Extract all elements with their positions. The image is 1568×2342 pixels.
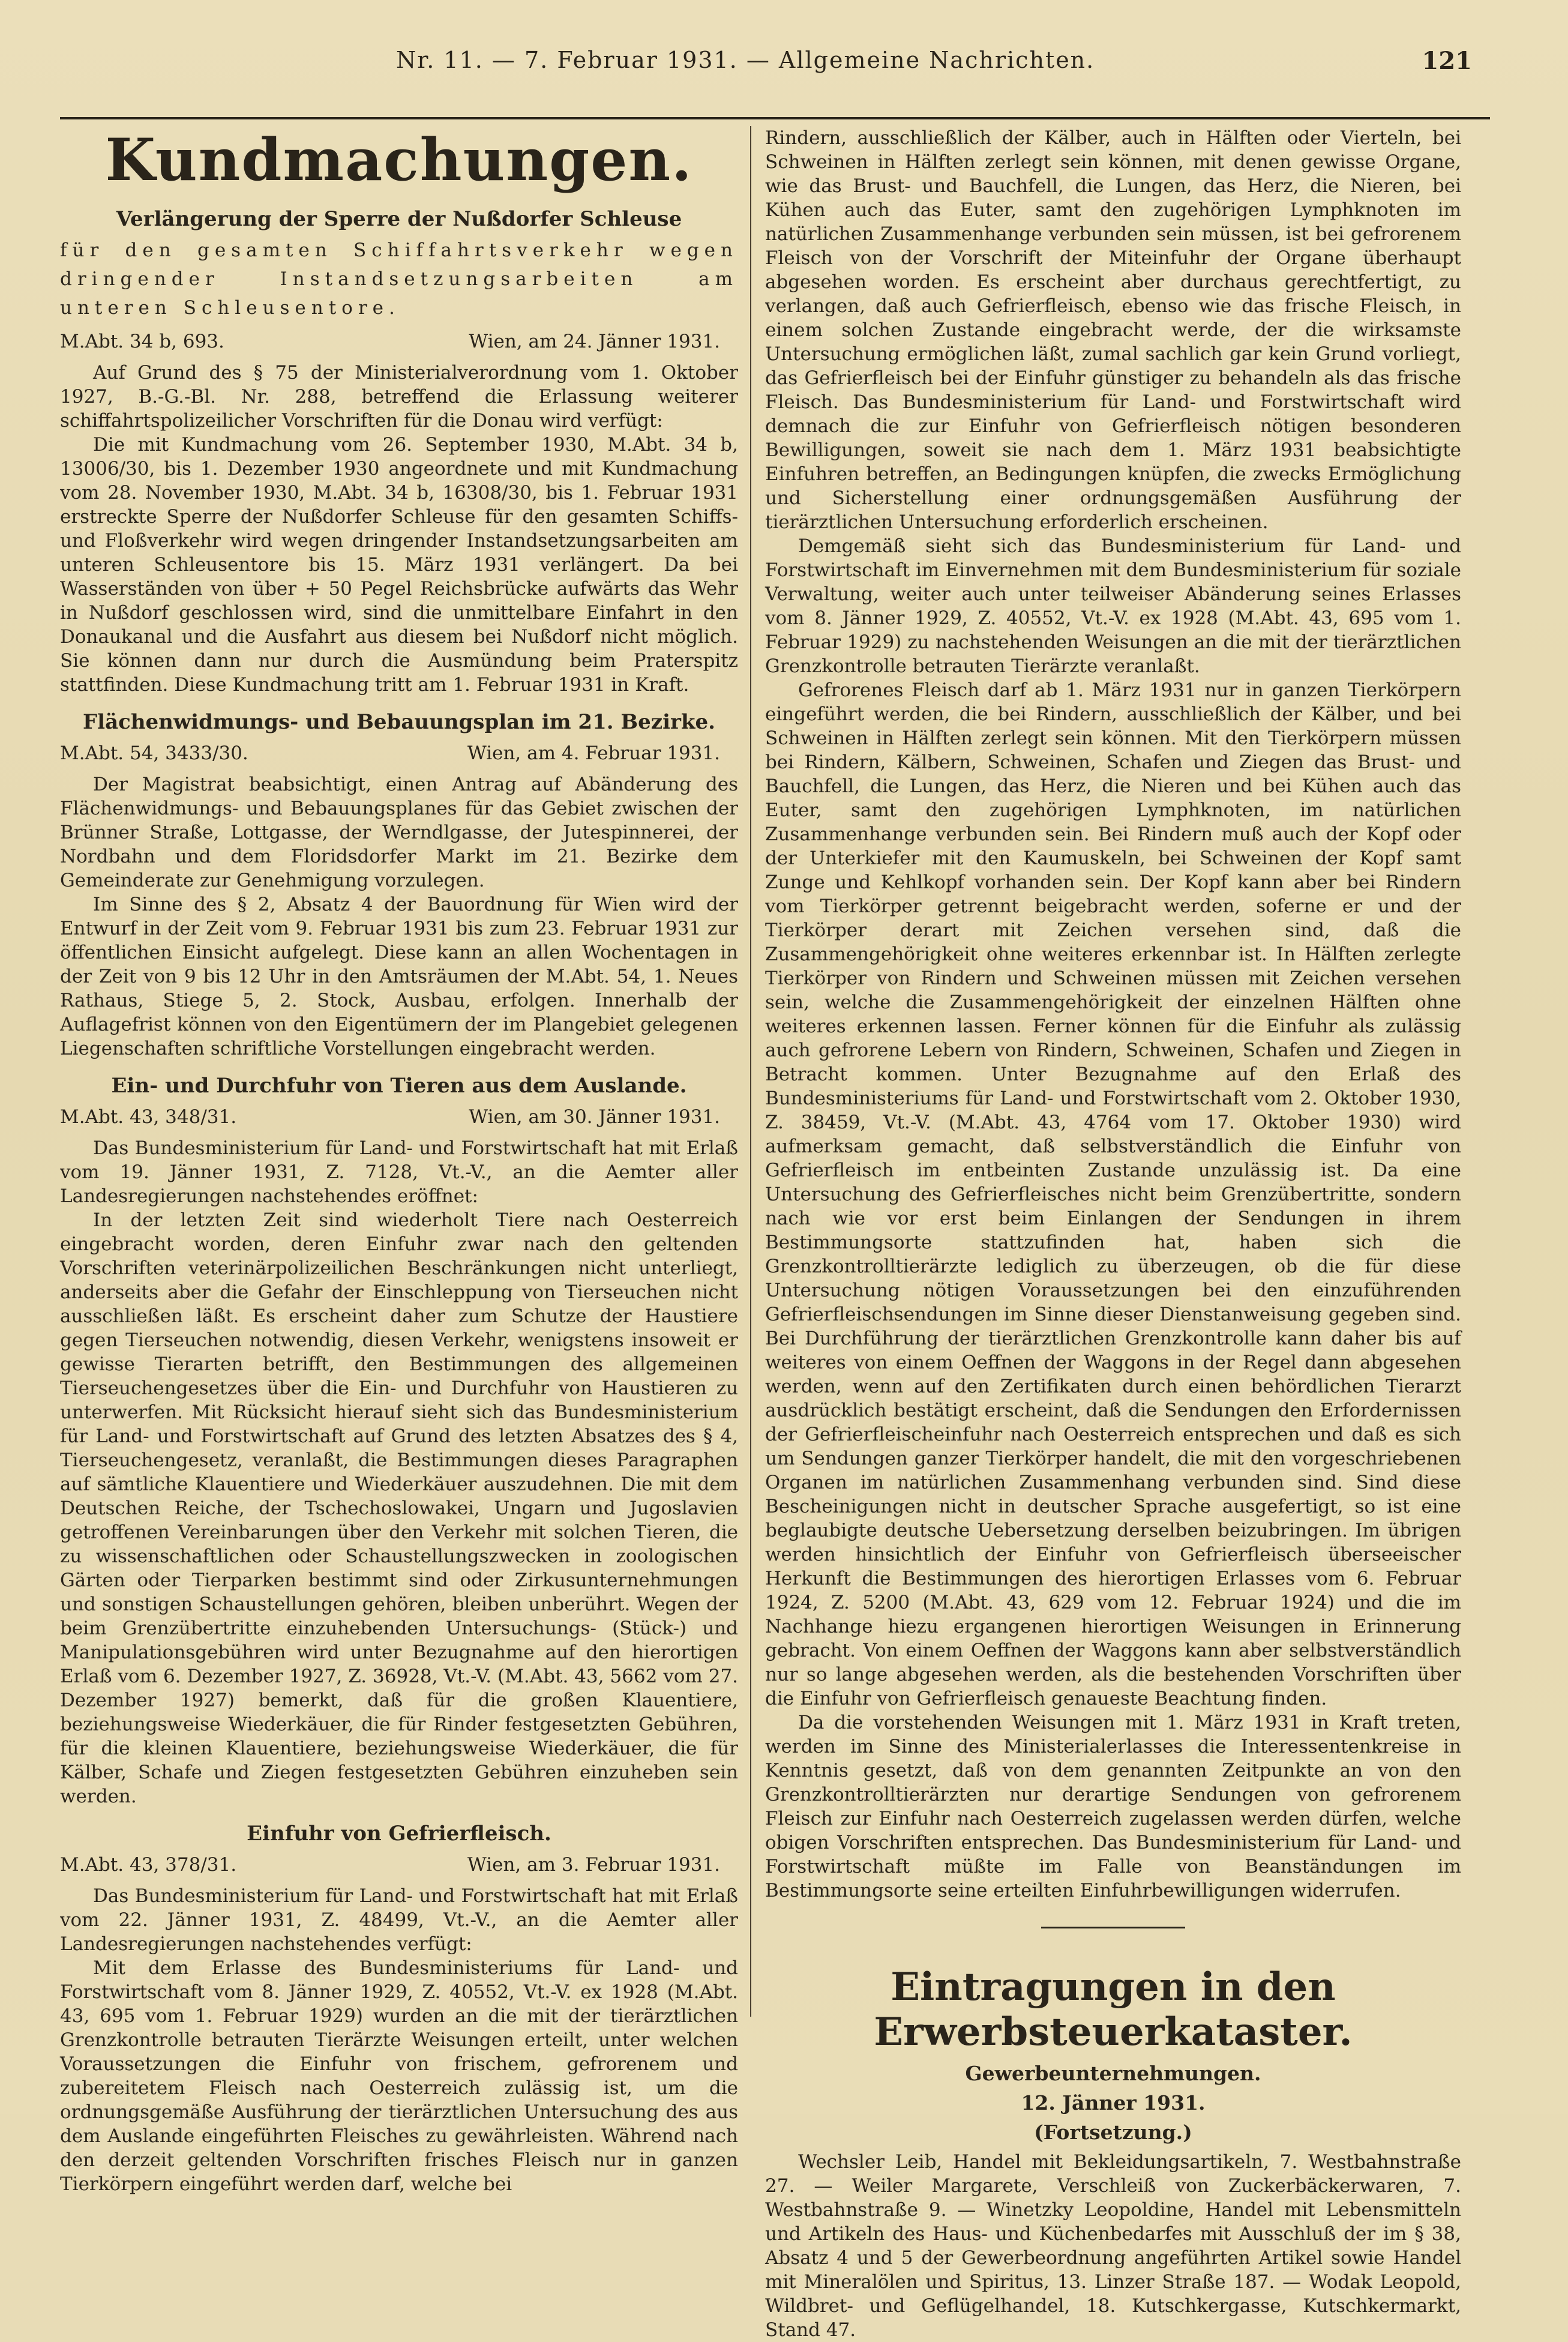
place-date: Wien, am 4. Februar 1931. xyxy=(467,742,720,764)
kataster-continuation: (Fortsetzung.) xyxy=(1034,2121,1192,2144)
paragraph: Der Magistrat beabsichtigt, einen Antrag auf Abänderung des Flächenwidmungs- und Bebauungsplanes für das Gebiet zwischen der Brünner Straße, Lottgasse, der Werndlgasse, der Jutespinnerei, der Nordbahn und dem Floridsdorfer Markt im 21. Bezirke dem Gemeinderate zur Genehmigung vorzulegen. xyxy=(60,774,738,891)
reference-number: M.Abt. 34 b, 693. xyxy=(60,331,224,352)
paragraph: Rindern, ausschließlich der Kälber, auch in Hälften oder Vierteln, bei Schweinen in Hälften zerlegt sein können, mit denen gewisse Organe, wie das Brust- und Bauchfell, die Lungen, das Herz, die Nieren, bei Kühen auch das Euter, samt den zugehörigen Lymphknoten im natürlichen Zusammenhange verbunden sein müssen, ist bei gefrorenem Fleisch von der Vorschrift der Miteinfuhr der Organe überhaupt abgesehen worden. Es erscheint aber durchaus gerechtfertigt, zu verlangen, daß auch Gefrierfleisch, ebenso wie das frische Fleisch, in einem solchen Zustande eingebracht werde, der die wirksamste Untersuchung ermöglichen läßt, zumal sachlich gar kein Grund vorliegt, das Gefrierfleisch bei der Einfuhr günstiger zu behandeln als das frische Fleisch. Das Bundesministerium für Land- und Forstwirtschaft wird demnach die zur Einfuhr von Gefrierfleisch nötigen besonderen Bewilligungen, soweit sie nach dem 1. März 1931 beabsichtigte Einfuhren betreffen, an Bedingungen knüpfen, die zwecks Ermöglichung und Sicherstellung einer ordnungsgemäßen Ausführung der tierärztlichen Untersuchung erforderlich erscheinen. xyxy=(765,127,1461,533)
reference-number: M.Abt. 43, 348/31. xyxy=(60,1106,237,1128)
right-column xyxy=(765,126,1461,2341)
paragraph: Auf Grund des § 75 der Ministerialverordnung vom 1. Oktober 1927, B.-G.-Bl. Nr. 288, betreffend die Erlassung weiterer schiffahrtspolizeilicher Vorschriften für die Donau wird verfügt: xyxy=(60,362,738,432)
paragraph: Die mit Kundmachung vom 26. September 1930, M.Abt. 34 b, 13006/30, bis 1. Dezember 1930 angeordnete und mit Kundmachung vom 28. November 1930, M.Abt. 34 b, 16308/30, bis 1. Februar 1931 erstreckte Sperre der Nußdorfer Schleuse für den gesamten Schiffs- und Floßverkehr wird wegen dringender Instandsetzungsarbeiten am unteren Schleusentore bis 15. März 1931 verlängert. Da bei Wasserständen von über + 50 Pegel Reichsbrücke aufwärts das Wehr in Nußdorf geschlossen wird, sind die unmittelbare Einfahrt in den Donaukanal und die Ausfahrt aus diesem bei Nußdorf nicht möglich. Sie können dann nur durch die Ausmündung beim Praterspitz stattfinden. Diese Kundmachung tritt am 1. Februar 1931 in Kraft. xyxy=(60,434,738,696)
left-column xyxy=(60,126,738,2195)
section-title-bebauungsplan: Flächenwidmungs- und Bebauungsplan im 21. Bezirke. xyxy=(83,710,715,734)
dateline-bebauungsplan xyxy=(60,740,738,766)
kataster-date: 12. Jänner 1931. xyxy=(1021,2091,1206,2115)
section-title-schleuse: Verlängerung der Sperre der Nußdorfer Schleuse xyxy=(116,207,682,231)
paragraph: In der letzten Zeit sind wiederholt Tiere nach Oesterreich eingebracht worden, deren Einfuhr zwar nach den geltenden Vorschriften veterinärpolizeilichen Beschränkungen nicht unterliegt, anderseits aber die Gefahr der Einschleppung von Tierseuchen nicht ausschließen läßt. Es erscheint daher zum Schutze der Haustiere gegen Tierseuchen notwendig, diesen Verkehr, wenigstens insoweit er gewisse Tierarten betrifft, den Bestimmungen des allgemeinen Tierseuchengesetzes über die Ein- und Durchfuhr von Haustieren zu unterwerfen. Mit Rücksicht hierauf sieht sich das Bundesministerium für Land- und Forstwirtschaft auf Grund des letzten Absatzes des § 4, Tierseuchengesetz, veranlaßt, die Bestimmungen dieses Paragraphen auf sämtliche Klauentiere und Wiederkäuer auszudehnen. Die mit dem Deutschen Reiche, der Tschechoslowakei, Ungarn und Jugoslavien getroffenen Vereinbarungen über den Verkehr mit solchen Tieren, die zu wissenschaftlichen oder Schaustellungszwecken in zoologischen Gärten oder Tierparken bestimmt sind oder Zirkusunternehmungen und sonstigen Schaustellungen gehören, bleiben unberührt. Wegen der beim Grenzübertritte einzuhebenden Untersuchungs- (Stück-) und Manipulationsgebühren wird unter Bezugnahme auf den hierortigen Erlaß vom 6. Dezember 1927, Z. 36928, Vt.-V. (M.Abt. 43, 5662 vom 27. Dezember 1927) bemerkt, daß für die großen Klauentiere, beziehungsweise Wiederkäuer, die für Rinder festgesetzten Gebühren, für die kleinen Klauentiere, beziehungsweise Wiederkäuer, die für Kälber, Schafe und Ziegen festgesetzten Gebühren einzuheben sein werden. xyxy=(60,1209,738,1807)
dateline-gefrierfleisch xyxy=(60,1852,738,1878)
page-number: 121 xyxy=(1422,47,1472,75)
place-date: Wien, am 3. Februar 1931. xyxy=(467,1854,720,1876)
reference-number: M.Abt. 43, 378/31. xyxy=(60,1854,237,1876)
place-date: Wien, am 24. Jänner 1931. xyxy=(469,331,720,352)
kataster-entries: Wechsler Leib, Handel mit Bekleidungsartikeln, 7. Westbahnstraße 27. — Weiler Margarete, Verschleiß von Zuckerbäckerwaren, 7. Westbahnstraße 9. — Winetzky Leopoldine, Handel mit Lebensmitteln und Artikeln des Haus- und Küchenbedarfes mit Ausschluß der im § 38, Absatz 4 und 5 der Gewerbeordnung angeführten Artikel sowie Handel mit Mineralölen und Spiritus, 13. Linzer Straße 187. — Wodak Leopold, Wildbret- und Geflügelhandel, 18. Kutschkergasse, Kutschkermarkt, Stand 47. xyxy=(765,2151,1461,2341)
paragraph: Demgemäß sieht sich das Bundesministerium für Land- und Forstwirtschaft im Einvernehmen mit dem Bundesministerium für soziale Verwaltung, weiter auch unter teilweiser Abänderung seines Erlasses vom 8. Jänner 1929, Z. 40552, Vt.-V. ex 1928 (M.Abt. 43, 695 vom 1. Februar 1929) zu nachstehenden Weisungen an die mit der tierärztlichen Grenzkontrolle betrauten Tierärzte veranlaßt. xyxy=(765,535,1461,677)
paragraph: Das Bundesministerium für Land- und Forstwirtschaft hat mit Erlaß vom 22. Jänner 1931, Z. 48499, Vt.-V., an die Aemter aller Landesregierungen nachstehendes verfügt: xyxy=(60,1885,738,1955)
running-title: Nr. 11. — 7. Februar 1931. — Allgemeine Nachrichten. xyxy=(396,47,1095,73)
kataster-title: Eintragungen in den Erwerbsteuerkataster. xyxy=(874,1964,1353,2055)
reference-number: M.Abt. 54, 3433/30. xyxy=(60,742,248,764)
column-divider xyxy=(750,126,751,2017)
dateline-tiere xyxy=(60,1104,738,1130)
paragraph: Das Bundesministerium für Land- und Forstwirtschaft hat mit Erlaß vom 19. Jänner 1931, Z. 7128, Vt.-V., an die Aemter aller Landesregierungen nachstehendes eröffnet: xyxy=(60,1137,738,1207)
paragraph: Da die vorstehenden Weisungen mit 1. März 1931 in Kraft treten, werden im Sinne des Ministerialerlasses die Interessentenkreise in Kenntnis gesetzt, daß von dem genannten Zeitpunkte an von den Grenzkontrolltierärzten nur derartige Sendungen von gefrorenem Fleisch zur Einfuhr nach Oesterreich zugelassen werden dürfen, welche obigen Vorschriften entsprechen. Das Bundesministerium für Land- und Forstwirtschaft müßte im Falle von Beanständungen im Bestimmungsorte seine erteilten Einfuhrbewilligungen widerrufen. xyxy=(765,1712,1461,1901)
section-separator xyxy=(1041,1927,1185,1928)
dateline-schleuse xyxy=(60,328,738,355)
paragraph: Mit dem Erlasse des Bundesministeriums für Land- und Forstwirtschaft vom 8. Jänner 1929, Z. 40552, Vt.-V. ex 1928 (M.Abt. 43, 695 vom 1. Februar 1929) wurden an die mit der tierärztlichen Grenzkontrolle betrauten Tierärzte Weisungen erteilt, unter welchen Voraussetzungen die Einfuhr von frischem, gefrorenem und zubereitetem Fleisch nach Oesterreich zulässig ist, um die ordnungsgemäße Ausführung der tierärztlichen Untersuchung des aus dem Auslande eingeführten Fleisches zu gewährleisten. Während nach den derzeit geltenden Vorschriften frisches Fleisch nur in ganzen Tierkörpern eingeführt werden darf, welche bei xyxy=(60,1957,738,2195)
kataster-subtitle: Gewerbeunternehmungen. xyxy=(965,2062,1261,2085)
paragraph: Gefrorenes Fleisch darf ab 1. März 1931 nur in ganzen Tierkörpern eingeführt werden, die bei Rindern, ausschließlich der Kälber, und bei Schweinen in Hälften zerlegt sein können. Mit den Tierkörpern müssen bei Rindern, Kälbern, Schweinen, Schafen und Ziegen das Brust- und Bauchfell, die Lungen, das Herz, die Nieren und bei Kühen auch das Euter, samt den zugehörigen Lymphknoten, im natürlichen Zusammenhange verbunden sein. Bei Rindern muß auch der Kopf oder der Unterkiefer mit den Kaumuskeln, bei Schweinen der Kopf samt Zunge und Kehlkopf vorhanden sein. Der Kopf kann aber bei Rindern vom Tierkörper getrennt beigebracht werden, soferne er und der Tierkörper derart mit Zeichen versehen sind, daß die Zusammengehörigkeit ohne weiteres erkennbar ist. In Hälften zerlegte Tierkörper von Rindern und Schweinen müssen mit Zeichen versehen sein, welche die Zusammengehörigkeit der einzelnen Hälften ohne weiteres erkennen lassen. Ferner können für die Einfuhr als zulässig auch gefrorene Lebern von Rindern, Schweinen, Schafen und Ziegen in Betracht kommen. Unter Bezugnahme auf den Erlaß des Bundesministeriums für Land- und Forstwirtschaft vom 2. Oktober 1930, Z. 38459, Vt.-V. (M.Abt. 43, 4764 vom 17. Oktober 1930) wird aufmerksam gemacht, daß selbstverständlich die Einfuhr von Gefrierfleisch im entbeinten Zustande unzulässig ist. Da eine Untersuchung des Gefrierfleisches nicht beim Grenzübertritte, sondern nach wie vor erst beim Einlangen der Sendungen in ihrem Bestimmungsorte stattzufinden hat, haben sich die Grenzkontrolltierärzte lediglich zu überzeugen, ob die für diese Untersuchung nötigen Voraussetzungen bei den einzuführenden Gefrierfleischsendungen im Sinne dieser Dienstanweisung gegeben sind. Bei Durchführung der tierärztlichen Grenzkontrolle kann daher bis auf weiteres von einem Oeffnen der Waggons in der Regel dann abgesehen werden, wenn auf den Zertifikaten durch einen behördlichen Tierarzt ausdrücklich bestätigt erscheint, daß die Sendungen den Erfordernissen der Gefrierfleischeinfuhr nach Oesterreich entsprechen und daß es sich um Sendungen ganzer Tierkörper handelt, die mit den vorgeschriebenen Organen im natürlichen Zusammenhang verbunden sind. Sind diese Bescheinigungen nicht in deutscher Sprache ausgefertigt, so ist eine beglaubigte deutsche Uebersetzung derselben beizubringen. Im übrigen werden hinsichtlich der Einfuhr von Gefrierfleisch überseeischer Herkunft die Bestimmungen des hierortigen Erlasses vom 6. Februar 1924, Z. 5200 (M.Abt. 43, 629 vom 12. Februar 1924) und die im Nachhange hiezu ergangenen hierortigen Weisungen in Erinnerung gebracht. Von einem Oeffnen der Waggons kann aber selbstverständlich nur so lange abgesehen werden, als die bestehenden Vorschriften über die Einfuhr von Gefrierfleisch genaueste Beachtung finden. xyxy=(765,679,1461,1709)
section-title-gefrierfleisch: Einfuhr von Gefrierfleisch. xyxy=(247,1822,551,1846)
running-head xyxy=(0,42,1568,84)
section-subtitle-schleuse: für den gesamten Schiffahrtsverkehr wegen dringender Instandsetzungsarbeiten am unteren Schleusentore. xyxy=(60,239,738,319)
place-date: Wien, am 30. Jänner 1931. xyxy=(469,1106,720,1128)
masthead: Kundmachungen. xyxy=(105,126,693,194)
header-rule xyxy=(60,117,1490,119)
paragraph: Im Sinne des § 2, Absatz 4 der Bauordnung für Wien wird der Entwurf in der Zeit vom 9. Februar 1931 bis zum 23. Februar 1931 zur öffentlichen Einsicht aufgelegt. Diese kann an allen Wochentagen in der Zeit von 9 bis 12 Uhr in den Amtsräumen der M.Abt. 54, 1. Neues Rathaus, Stiege 5, 2. Stock, Ausbau, erfolgen. Innerhalb der Auflagefrist können von den Eigentümern der im Plangebiet gelegenen Liegenschaften schriftliche Vorstellungen eingebracht werden. xyxy=(60,894,738,1059)
section-title-tiere: Ein- und Durchfuhr von Tieren aus dem Auslande. xyxy=(111,1074,687,1098)
